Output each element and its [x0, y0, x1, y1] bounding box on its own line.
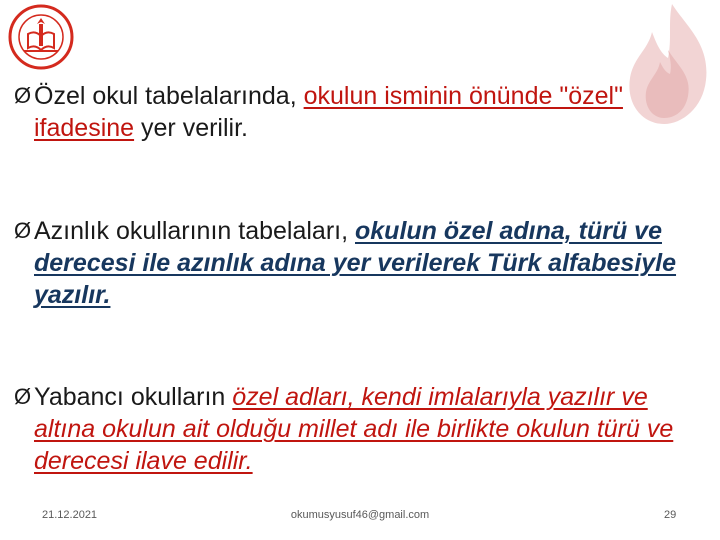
bullet-plain-text: Azınlık okullarının tabelaları,	[34, 217, 355, 245]
bullet-item	[14, 381, 694, 477]
bullet-plain-text: Yabancı okulların	[34, 383, 233, 411]
bullet-highlight: özel adları, kendi imlalarıyla yazılır ve altına okulun ait olduğu millet adı ile birlikte okulun türü ve derecesi ilave edilir.	[34, 383, 674, 475]
arrow-bullet-icon: Ø	[14, 218, 32, 243]
bullet-item	[14, 215, 694, 311]
bullet-text	[34, 80, 694, 144]
arrow-bullet-icon: Ø	[14, 83, 32, 108]
footer-date: 21.12.2021	[42, 509, 98, 521]
bullet-highlight: okulun özel adına, türü ve derecesi ile azınlık adına yer verilerek Türk alfabesiyle yazılır.	[34, 217, 677, 309]
bullet-item	[14, 80, 694, 144]
footer-email: okumusyusuf46@gmail.com	[290, 509, 430, 521]
bullet-text	[34, 381, 694, 477]
bullet-plain-text: yer verilir.	[134, 114, 248, 142]
ministry-logo	[8, 4, 74, 70]
footer-page-number: 29	[664, 509, 677, 521]
bullet-highlight: okulun isminin önünde "özel" ifadesine	[34, 82, 623, 142]
arrow-bullet-icon: Ø	[14, 384, 32, 409]
bullet-plain-text: Özel okul tabelalarında,	[34, 82, 304, 110]
bullet-text	[34, 215, 694, 311]
